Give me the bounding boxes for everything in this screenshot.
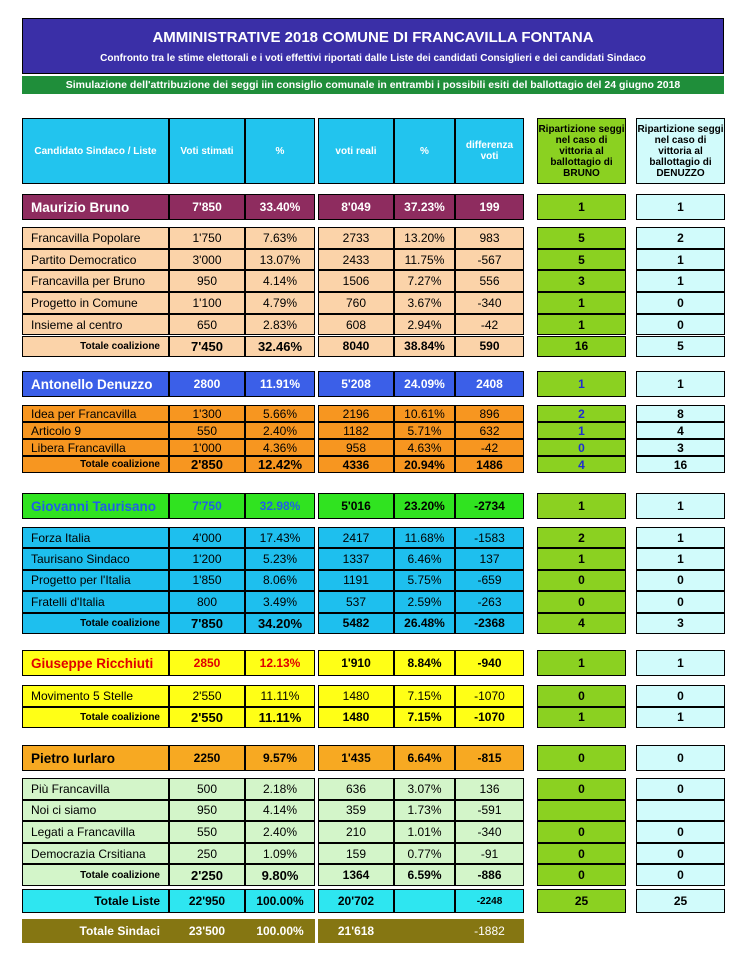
list-row-seats-denuzzo: 8: [636, 405, 725, 422]
list-row-est-pct: 2.83%: [245, 314, 315, 336]
coalition-total-real-votes: 1364: [318, 864, 394, 886]
column-header-label: Candidato Sindaco / Liste: [22, 118, 169, 184]
coalition-total-diff: 1486: [455, 456, 524, 473]
candidate-real-pct: 24.09%: [394, 371, 455, 397]
column-header-seats-denuzzo: Ripartizione seggi nel caso di vittoria al ballottagio di DENUZZO: [636, 118, 725, 184]
list-row-label: Democrazia Crsitiana: [22, 843, 169, 865]
total-sindaci-est-pct: 100.00%: [245, 919, 315, 943]
list-row-est-votes: 800: [169, 591, 245, 612]
list-row-real-votes: 958: [318, 439, 394, 456]
list-row-diff: -1583: [455, 527, 524, 548]
list-row-seats-denuzzo: 1: [636, 548, 725, 569]
coalition-total-est-pct: 9.80%: [245, 864, 315, 886]
candidate-label: Giovanni Taurisano: [22, 493, 169, 519]
list-row-diff: -340: [455, 292, 524, 314]
list-row-real-votes: 2433: [318, 249, 394, 271]
list-row-label: Progetto in Comune: [22, 292, 169, 314]
list-row-seats-denuzzo: [636, 800, 725, 822]
header-banner: [22, 18, 724, 74]
candidate-est-pct: 12.13%: [245, 650, 315, 676]
coalition-total-label: Totale coalizione: [22, 336, 169, 358]
list-row-seats-denuzzo: 2: [636, 227, 725, 249]
coalition-total-est-pct: 11.11%: [245, 707, 315, 729]
total-sindaci-real-votes: 21'618: [318, 919, 394, 943]
list-row-label: Fratelli d'Italia: [22, 591, 169, 612]
list-row-diff: -340: [455, 821, 524, 843]
coalition-total-real-pct: 6.59%: [394, 864, 455, 886]
list-row-seats-bruno: 0: [537, 843, 626, 865]
list-row-real-pct: 5.75%: [394, 570, 455, 591]
list-row-label: Movimento 5 Stelle: [22, 685, 169, 707]
coalition-total-seats-bruno: 4: [537, 456, 626, 473]
list-row-est-pct: 3.49%: [245, 591, 315, 612]
list-row-seats-denuzzo: 1: [636, 270, 725, 292]
list-row-diff: -591: [455, 800, 524, 822]
list-row-seats-bruno: 0: [537, 439, 626, 456]
list-row-real-pct: 7.27%: [394, 270, 455, 292]
list-row-seats-bruno: 2: [537, 527, 626, 548]
list-row-label: Più Francavilla: [22, 778, 169, 800]
list-row-diff: 896: [455, 405, 524, 422]
list-row-seats-bruno: 0: [537, 591, 626, 612]
page-subtitle: Confronto tra le stime elettorali e i voti effettivi riportati dalle Liste dei candidati Consiglieri e dei candidati Sindaco: [100, 53, 646, 64]
coalition-total-diff: -1070: [455, 707, 524, 729]
list-row-est-votes: 1'000: [169, 439, 245, 456]
coalition-total-real-votes: 1480: [318, 707, 394, 729]
simulation-banner: Simulazione dell'attribuzione dei seggi iin consiglio comunale in entrambi i possibili esiti del ballottagio del 24 giugno 2018: [22, 76, 724, 94]
list-row-real-votes: 1191: [318, 570, 394, 591]
coalition-total-label: Totale coalizione: [22, 707, 169, 729]
list-row-seats-bruno: 5: [537, 227, 626, 249]
list-row-diff: -42: [455, 314, 524, 336]
total-liste-seats-bruno: 25: [537, 889, 626, 913]
coalition-total-est-votes: 2'550: [169, 707, 245, 729]
coalition-total-real-votes: 5482: [318, 613, 394, 634]
list-row-real-votes: 2417: [318, 527, 394, 548]
coalition-total-seats-denuzzo: 3: [636, 613, 725, 634]
coalition-total-seats-bruno: 1: [537, 707, 626, 729]
candidate-real-pct: 8.84%: [394, 650, 455, 676]
list-row-diff: 556: [455, 270, 524, 292]
list-row-seats-denuzzo: 1: [636, 249, 725, 271]
candidate-est-pct: 32.98%: [245, 493, 315, 519]
list-row-est-votes: 950: [169, 270, 245, 292]
list-row-est-votes: 1'200: [169, 548, 245, 569]
list-row-seats-bruno: 1: [537, 314, 626, 336]
list-row-label: Legati a Francavilla: [22, 821, 169, 843]
total-liste-seats-denuzzo: 25: [636, 889, 725, 913]
list-row-diff: -567: [455, 249, 524, 271]
list-row-seats-denuzzo: 0: [636, 843, 725, 865]
candidate-est-pct: 9.57%: [245, 745, 315, 771]
candidate-diff: -940: [455, 650, 524, 676]
coalition-total-label: Totale coalizione: [22, 864, 169, 886]
list-row-real-pct: 2.94%: [394, 314, 455, 336]
list-row-est-votes: 550: [169, 821, 245, 843]
list-row-label: Progetto per l'Italia: [22, 570, 169, 591]
list-row-seats-denuzzo: 3: [636, 439, 725, 456]
list-row-est-pct: 4.14%: [245, 270, 315, 292]
coalition-total-real-votes: 4336: [318, 456, 394, 473]
list-row-real-votes: 359: [318, 800, 394, 822]
page-title: AMMINISTRATIVE 2018 COMUNE DI FRANCAVILLA FONTANA: [152, 29, 594, 46]
list-row-est-pct: 4.36%: [245, 439, 315, 456]
coalition-total-real-votes: 8040: [318, 336, 394, 358]
list-row-label: Partito Democratico: [22, 249, 169, 271]
candidate-est-votes: 2250: [169, 745, 245, 771]
list-row-label: Insieme al centro: [22, 314, 169, 336]
list-row-est-pct: 13.07%: [245, 249, 315, 271]
candidate-real-pct: 6.64%: [394, 745, 455, 771]
list-row-diff: -1070: [455, 685, 524, 707]
list-row-real-votes: 1506: [318, 270, 394, 292]
total-sindaci-diff: -1882: [455, 919, 524, 943]
list-row-seats-bruno: 0: [537, 821, 626, 843]
list-row-real-pct: 13.20%: [394, 227, 455, 249]
list-row-est-pct: 4.14%: [245, 800, 315, 822]
column-header-est-pct: %: [245, 118, 315, 184]
list-row-real-votes: 608: [318, 314, 394, 336]
list-row-real-pct: 7.15%: [394, 685, 455, 707]
candidate-seats-bruno: 1: [537, 371, 626, 397]
list-row-seats-denuzzo: 0: [636, 685, 725, 707]
total-sindaci-est-votes: 23'500: [169, 919, 245, 943]
list-row-real-pct: 1.01%: [394, 821, 455, 843]
list-row-est-votes: 1'300: [169, 405, 245, 422]
list-row-est-pct: 4.79%: [245, 292, 315, 314]
list-row-real-pct: 3.07%: [394, 778, 455, 800]
candidate-est-votes: 7'750: [169, 493, 245, 519]
list-row-label: Forza Italia: [22, 527, 169, 548]
list-row-seats-denuzzo: 0: [636, 778, 725, 800]
column-header-real-votes: voti reali: [318, 118, 394, 184]
list-row-est-pct: 17.43%: [245, 527, 315, 548]
candidate-diff: 199: [455, 194, 524, 220]
list-row-real-votes: 2733: [318, 227, 394, 249]
list-row-seats-bruno: 5: [537, 249, 626, 271]
list-row-seats-denuzzo: 0: [636, 292, 725, 314]
candidate-seats-denuzzo: 1: [636, 371, 725, 397]
total-sindaci-label: Totale Sindaci: [22, 919, 169, 943]
coalition-total-real-pct: 20.94%: [394, 456, 455, 473]
candidate-real-votes: 5'016: [318, 493, 394, 519]
list-row-label: Articolo 9: [22, 422, 169, 439]
candidate-real-votes: 1'910: [318, 650, 394, 676]
candidate-seats-denuzzo: 1: [636, 650, 725, 676]
list-row-label: Francavilla per Bruno: [22, 270, 169, 292]
list-row-est-pct: 5.66%: [245, 405, 315, 422]
list-row-real-votes: 159: [318, 843, 394, 865]
list-row-seats-bruno: 0: [537, 570, 626, 591]
column-header-seats-bruno: Ripartizione seggi nel caso di vittoria al ballottagio di BRUNO: [537, 118, 626, 184]
coalition-total-real-pct: 7.15%: [394, 707, 455, 729]
list-row-est-pct: 2.40%: [245, 422, 315, 439]
candidate-label: Pietro Iurlaro: [22, 745, 169, 771]
coalition-total-est-pct: 34.20%: [245, 613, 315, 634]
list-row-label: Taurisano Sindaco: [22, 548, 169, 569]
list-row-real-pct: 5.71%: [394, 422, 455, 439]
list-row-est-votes: 550: [169, 422, 245, 439]
candidate-seats-bruno: 1: [537, 650, 626, 676]
list-row-est-votes: 1'100: [169, 292, 245, 314]
list-row-real-votes: 2196: [318, 405, 394, 422]
coalition-total-est-pct: 32.46%: [245, 336, 315, 358]
list-row-real-votes: 1337: [318, 548, 394, 569]
candidate-seats-bruno: 1: [537, 194, 626, 220]
list-row-real-pct: 2.59%: [394, 591, 455, 612]
total-sindaci-real-pct: [394, 919, 455, 943]
column-header-real-pct: %: [394, 118, 455, 184]
list-row-seats-bruno: 0: [537, 778, 626, 800]
candidate-diff: -815: [455, 745, 524, 771]
list-row-est-votes: 1'750: [169, 227, 245, 249]
coalition-total-diff: -2368: [455, 613, 524, 634]
candidate-real-pct: 23.20%: [394, 493, 455, 519]
total-liste-est-pct: 100.00%: [245, 889, 315, 913]
candidate-seats-bruno: 0: [537, 745, 626, 771]
column-header-diff: differenza voti: [455, 118, 524, 184]
list-row-est-pct: 5.23%: [245, 548, 315, 569]
candidate-real-votes: 8'049: [318, 194, 394, 220]
coalition-total-est-votes: 7'850: [169, 613, 245, 634]
list-row-seats-denuzzo: 0: [636, 821, 725, 843]
list-row-seats-denuzzo: 1: [636, 527, 725, 548]
list-row-diff: -659: [455, 570, 524, 591]
coalition-total-seats-denuzzo: 5: [636, 336, 725, 358]
list-row-real-pct: 6.46%: [394, 548, 455, 569]
list-row-est-votes: 250: [169, 843, 245, 865]
list-row-est-pct: 7.63%: [245, 227, 315, 249]
candidate-real-votes: 1'435: [318, 745, 394, 771]
candidate-real-pct: 37.23%: [394, 194, 455, 220]
list-row-seats-bruno: 2: [537, 405, 626, 422]
list-row-seats-bruno: 1: [537, 422, 626, 439]
list-row-est-votes: 500: [169, 778, 245, 800]
candidate-real-votes: 5'208: [318, 371, 394, 397]
coalition-total-seats-bruno: 16: [537, 336, 626, 358]
list-row-seats-bruno: 0: [537, 685, 626, 707]
coalition-total-est-pct: 12.42%: [245, 456, 315, 473]
list-row-est-pct: 2.18%: [245, 778, 315, 800]
candidate-diff: 2408: [455, 371, 524, 397]
candidate-seats-denuzzo: 0: [636, 745, 725, 771]
list-row-est-votes: 950: [169, 800, 245, 822]
candidate-label: Maurizio Bruno: [22, 194, 169, 220]
total-liste-est-votes: 22'950: [169, 889, 245, 913]
total-liste-real-votes: 20'702: [318, 889, 394, 913]
list-row-real-pct: 4.63%: [394, 439, 455, 456]
total-liste-diff: -2248: [455, 889, 524, 913]
list-row-real-pct: 11.75%: [394, 249, 455, 271]
list-row-est-votes: 650: [169, 314, 245, 336]
list-row-seats-bruno: 3: [537, 270, 626, 292]
list-row-seats-bruno: [537, 800, 626, 822]
coalition-total-est-votes: 2'850: [169, 456, 245, 473]
list-row-est-pct: 11.11%: [245, 685, 315, 707]
coalition-total-real-pct: 38.84%: [394, 336, 455, 358]
list-row-label: Noi ci siamo: [22, 800, 169, 822]
list-row-diff: 136: [455, 778, 524, 800]
list-row-real-pct: 3.67%: [394, 292, 455, 314]
list-row-real-votes: 636: [318, 778, 394, 800]
list-row-seats-bruno: 1: [537, 292, 626, 314]
list-row-real-votes: 210: [318, 821, 394, 843]
candidate-est-votes: 2800: [169, 371, 245, 397]
coalition-total-est-votes: 7'450: [169, 336, 245, 358]
list-row-seats-denuzzo: 0: [636, 314, 725, 336]
list-row-est-votes: 2'550: [169, 685, 245, 707]
list-row-real-votes: 760: [318, 292, 394, 314]
total-liste-real-pct: [394, 889, 455, 913]
candidate-label: Antonello Denuzzo: [22, 371, 169, 397]
coalition-total-diff: 590: [455, 336, 524, 358]
list-row-est-pct: 8.06%: [245, 570, 315, 591]
candidate-est-votes: 2850: [169, 650, 245, 676]
list-row-est-votes: 3'000: [169, 249, 245, 271]
list-row-diff: -263: [455, 591, 524, 612]
list-row-real-votes: 1182: [318, 422, 394, 439]
list-row-seats-bruno: 1: [537, 548, 626, 569]
list-row-est-pct: 1.09%: [245, 843, 315, 865]
coalition-total-est-votes: 2'250: [169, 864, 245, 886]
coalition-total-seats-denuzzo: 16: [636, 456, 725, 473]
candidate-seats-denuzzo: 1: [636, 493, 725, 519]
list-row-diff: 983: [455, 227, 524, 249]
list-row-real-votes: 1480: [318, 685, 394, 707]
list-row-real-pct: 11.68%: [394, 527, 455, 548]
column-header-est-votes: Voti stimati: [169, 118, 245, 184]
list-row-real-pct: 1.73%: [394, 800, 455, 822]
list-row-est-pct: 2.40%: [245, 821, 315, 843]
list-row-seats-denuzzo: 0: [636, 570, 725, 591]
coalition-total-seats-bruno: 4: [537, 613, 626, 634]
candidate-diff: -2734: [455, 493, 524, 519]
candidate-seats-denuzzo: 1: [636, 194, 725, 220]
coalition-total-label: Totale coalizione: [22, 613, 169, 634]
coalition-total-seats-denuzzo: 1: [636, 707, 725, 729]
candidate-est-votes: 7'850: [169, 194, 245, 220]
candidate-est-pct: 11.91%: [245, 371, 315, 397]
total-liste-label: Totale Liste: [22, 889, 169, 913]
list-row-label: Idea per Francavilla: [22, 405, 169, 422]
candidate-seats-bruno: 1: [537, 493, 626, 519]
list-row-seats-denuzzo: 0: [636, 591, 725, 612]
list-row-real-votes: 537: [318, 591, 394, 612]
list-row-real-pct: 10.61%: [394, 405, 455, 422]
coalition-total-seats-denuzzo: 0: [636, 864, 725, 886]
coalition-total-real-pct: 26.48%: [394, 613, 455, 634]
candidate-label: Giuseppe Ricchiuti: [22, 650, 169, 676]
list-row-diff: -42: [455, 439, 524, 456]
coalition-total-diff: -886: [455, 864, 524, 886]
coalition-total-label: Totale coalizione: [22, 456, 169, 473]
list-row-est-votes: 4'000: [169, 527, 245, 548]
coalition-total-seats-bruno: 0: [537, 864, 626, 886]
list-row-seats-denuzzo: 4: [636, 422, 725, 439]
list-row-label: Libera Francavilla: [22, 439, 169, 456]
list-row-diff: 632: [455, 422, 524, 439]
list-row-diff: 137: [455, 548, 524, 569]
list-row-label: Francavilla Popolare: [22, 227, 169, 249]
list-row-real-pct: 0.77%: [394, 843, 455, 865]
list-row-diff: -91: [455, 843, 524, 865]
candidate-est-pct: 33.40%: [245, 194, 315, 220]
list-row-est-votes: 1'850: [169, 570, 245, 591]
